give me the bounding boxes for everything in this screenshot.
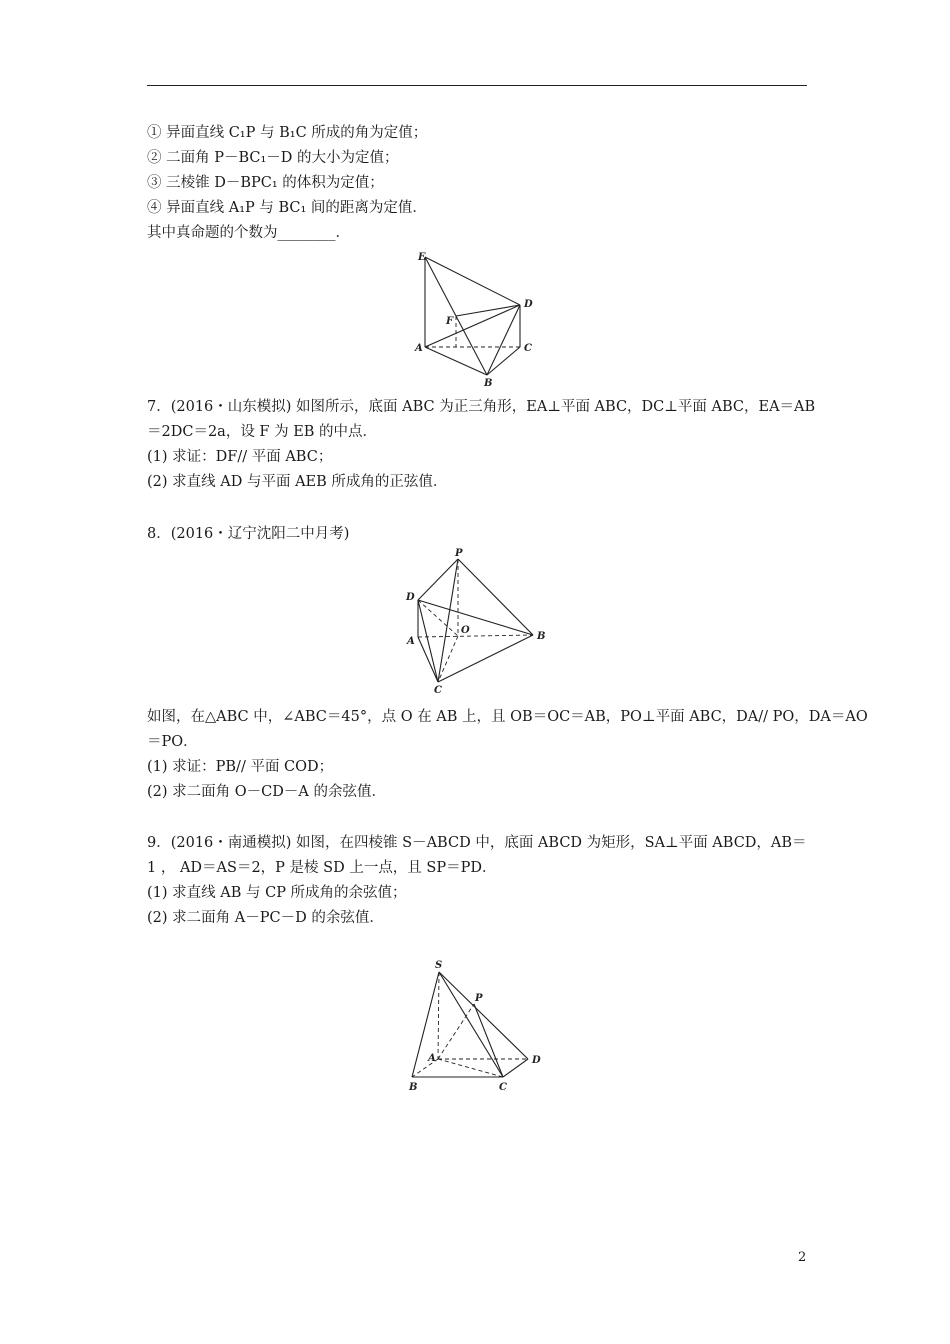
problem-9-line-1: 9．(2016・南通模拟) 如图，在四棱锥 S－ABCD 中，底面 ABCD 为矩形，SA⊥平面 ABCD，AB＝ — [147, 835, 807, 851]
figure-8-label-p: P — [455, 548, 463, 559]
figure-9-label-s: S — [435, 960, 443, 971]
figure-9-label-d: D — [532, 1055, 541, 1066]
problem-9-part-2: (2) 求二面角 A－PC－D 的余弦值． — [147, 910, 384, 926]
figure-7 — [405, 245, 545, 390]
problem-8-part-2: (2) 求二面角 O－CD－A 的余弦值． — [147, 784, 386, 800]
problem-7-part-2: (2) 求直线 AD 与平面 AEB 所成角的正弦值． — [147, 474, 448, 490]
figure-7-label-f: F — [446, 316, 454, 327]
figure-9-label-b: B — [409, 1082, 418, 1093]
question-6-prompt: 其中真命题的个数为________． — [147, 225, 350, 241]
figure-7-label-e: E — [418, 252, 426, 263]
problem-8-part-1: (1) 求证：PB// 平面 COD； — [147, 759, 334, 775]
figure-8 — [400, 545, 550, 695]
problem-9-line-2: 1 ， AD＝AS＝2，P 是棱 SD 上一点，且 SP＝PD． — [147, 860, 497, 876]
problem-8-line-1: 如图，在△ABC 中，∠ABC＝45°，点 O 在 AB 上，且 OB＝OC＝AB，PO⊥平面 ABC，DA// PO，DA＝AO — [147, 709, 868, 725]
statement-4: ④ 异面直线 A₁P 与 BC₁ 间的距离为定值． — [147, 200, 427, 216]
figure-9-label-p: P — [475, 993, 483, 1004]
problem-7-part-1: (1) 求证：DF// 平面 ABC； — [147, 449, 333, 465]
header-rule — [147, 85, 807, 86]
problem-8-heading: 8．(2016・辽宁沈阳二中月考) — [147, 526, 350, 542]
statement-1: ① 异面直线 C₁P 与 B₁C 所成的角为定值； — [147, 125, 428, 141]
figure-7-label-d: D — [524, 299, 533, 310]
problem-7-line-1: 7．(2016・山东模拟) 如图所示，底面 ABC 为正三角形，EA⊥平面 ABC，DC⊥平面 ABC，EA＝AB — [147, 399, 816, 415]
figure-8-label-o: O — [461, 625, 470, 636]
statement-3: ③ 三棱锥 D－BPC₁ 的体积为定值； — [147, 175, 384, 191]
figure-8-label-c: C — [434, 685, 442, 695]
problem-7-line-2: ＝2DC＝2a，设 F 为 EB 的中点． — [147, 424, 378, 440]
page-number: 2 — [798, 1250, 807, 1265]
statement-2: ② 二面角 P－BC₁－D 的大小为定值； — [147, 150, 399, 166]
figure-9 — [400, 955, 550, 1100]
figure-9-label-a: A — [428, 1053, 436, 1064]
figure-7-label-a: A — [415, 343, 423, 354]
figure-8-label-d: D — [406, 592, 415, 603]
figure-7-label-c: C — [524, 343, 532, 354]
figure-7-label-b: B — [484, 378, 493, 389]
figure-8-label-b: B — [537, 631, 546, 642]
figure-8-label-a: A — [407, 636, 415, 647]
problem-9-part-1: (1) 求直线 AB 与 CP 所成角的余弦值； — [147, 885, 407, 901]
figure-9-label-c: C — [499, 1082, 507, 1093]
problem-8-line-2: ＝PO． — [147, 734, 198, 750]
